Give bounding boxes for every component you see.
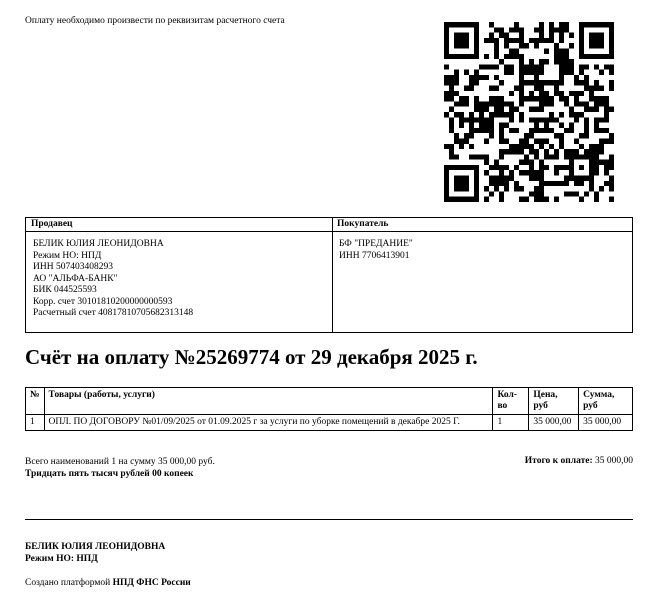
table-row: [26, 415, 633, 431]
col-name-header: Товары (работы, услуги): [44, 388, 493, 415]
qr-code-icon: [444, 22, 614, 202]
seller-inn: ИНН 507403408293: [33, 262, 113, 272]
signer-name: БЕЛИК ЮЛИЯ ЛЕОНИДОВНА: [25, 542, 166, 552]
seller-bank: АО "АЛЬФА-БАНК": [33, 273, 118, 284]
signature-block: [25, 541, 165, 565]
payment-instruction: Оплату необходимо произвести по реквизитам расчетного счета: [25, 16, 285, 26]
total-value: 35 000,00: [595, 456, 633, 466]
seller-corr-account: Корр. счет 30101810200000000593: [33, 296, 173, 307]
buyer-name: БФ "ПРЕДАНИЕ": [339, 239, 413, 249]
footer-platform: НПД ФНС России: [112, 578, 191, 588]
table-header-row: [26, 388, 633, 415]
items-table: [25, 387, 633, 431]
row-sum: 35 000,00: [579, 415, 633, 431]
seller-account: Расчетный счет 40817810705682313148: [33, 308, 194, 318]
col-sum-header: Сумма, руб: [579, 388, 633, 415]
items-count-text: Всего наименований 1 на сумму 35 000,00 руб.: [25, 457, 215, 467]
total-label: Итого к оплате:: [524, 456, 593, 466]
col-num-header: №: [26, 388, 45, 415]
seller-bik: БИК 044525593: [33, 285, 97, 295]
signer-regime: Режим НО: НПД: [25, 554, 98, 564]
platform-footer: [25, 578, 191, 588]
signature-divider: [25, 519, 633, 520]
row-price: 35 000,00: [529, 415, 579, 431]
invoice-title: Счёт на оплату №25269774 от 29 декабря 2025 г.: [25, 345, 478, 369]
buyer-header: Покупатель: [332, 218, 632, 232]
totals-summary: [25, 456, 215, 480]
seller-details: [26, 232, 332, 320]
seller-name: БЕЛИК ЮЛИЯ ЛЕОНИДОВНА: [33, 239, 164, 249]
row-num: 1: [26, 415, 45, 431]
buyer-inn: ИНН 7706413901: [339, 250, 410, 261]
buyer-column: [332, 218, 632, 332]
row-name: ОПЛ. ПО ДОГОВОРУ №01/09/2025 от 01.09.2025 г за услуги по уборке помещений в декабре 2025 Г.: [44, 415, 493, 431]
amount-in-words: Тридцать пять тысяч рублей 00 копеек: [25, 469, 194, 479]
col-qty-header: Кол-во: [493, 388, 529, 415]
seller-header: Продавец: [26, 218, 332, 232]
seller-tax-regime: Режим НО: НПД: [33, 250, 102, 261]
seller-column: [26, 218, 333, 332]
row-qty: 1: [493, 415, 529, 431]
col-price-header: Цена, руб: [529, 388, 579, 415]
footer-prefix: Создано платформой: [25, 578, 111, 588]
parties-block: [25, 217, 633, 333]
buyer-details: [332, 232, 632, 262]
total-to-pay: [525, 456, 633, 466]
